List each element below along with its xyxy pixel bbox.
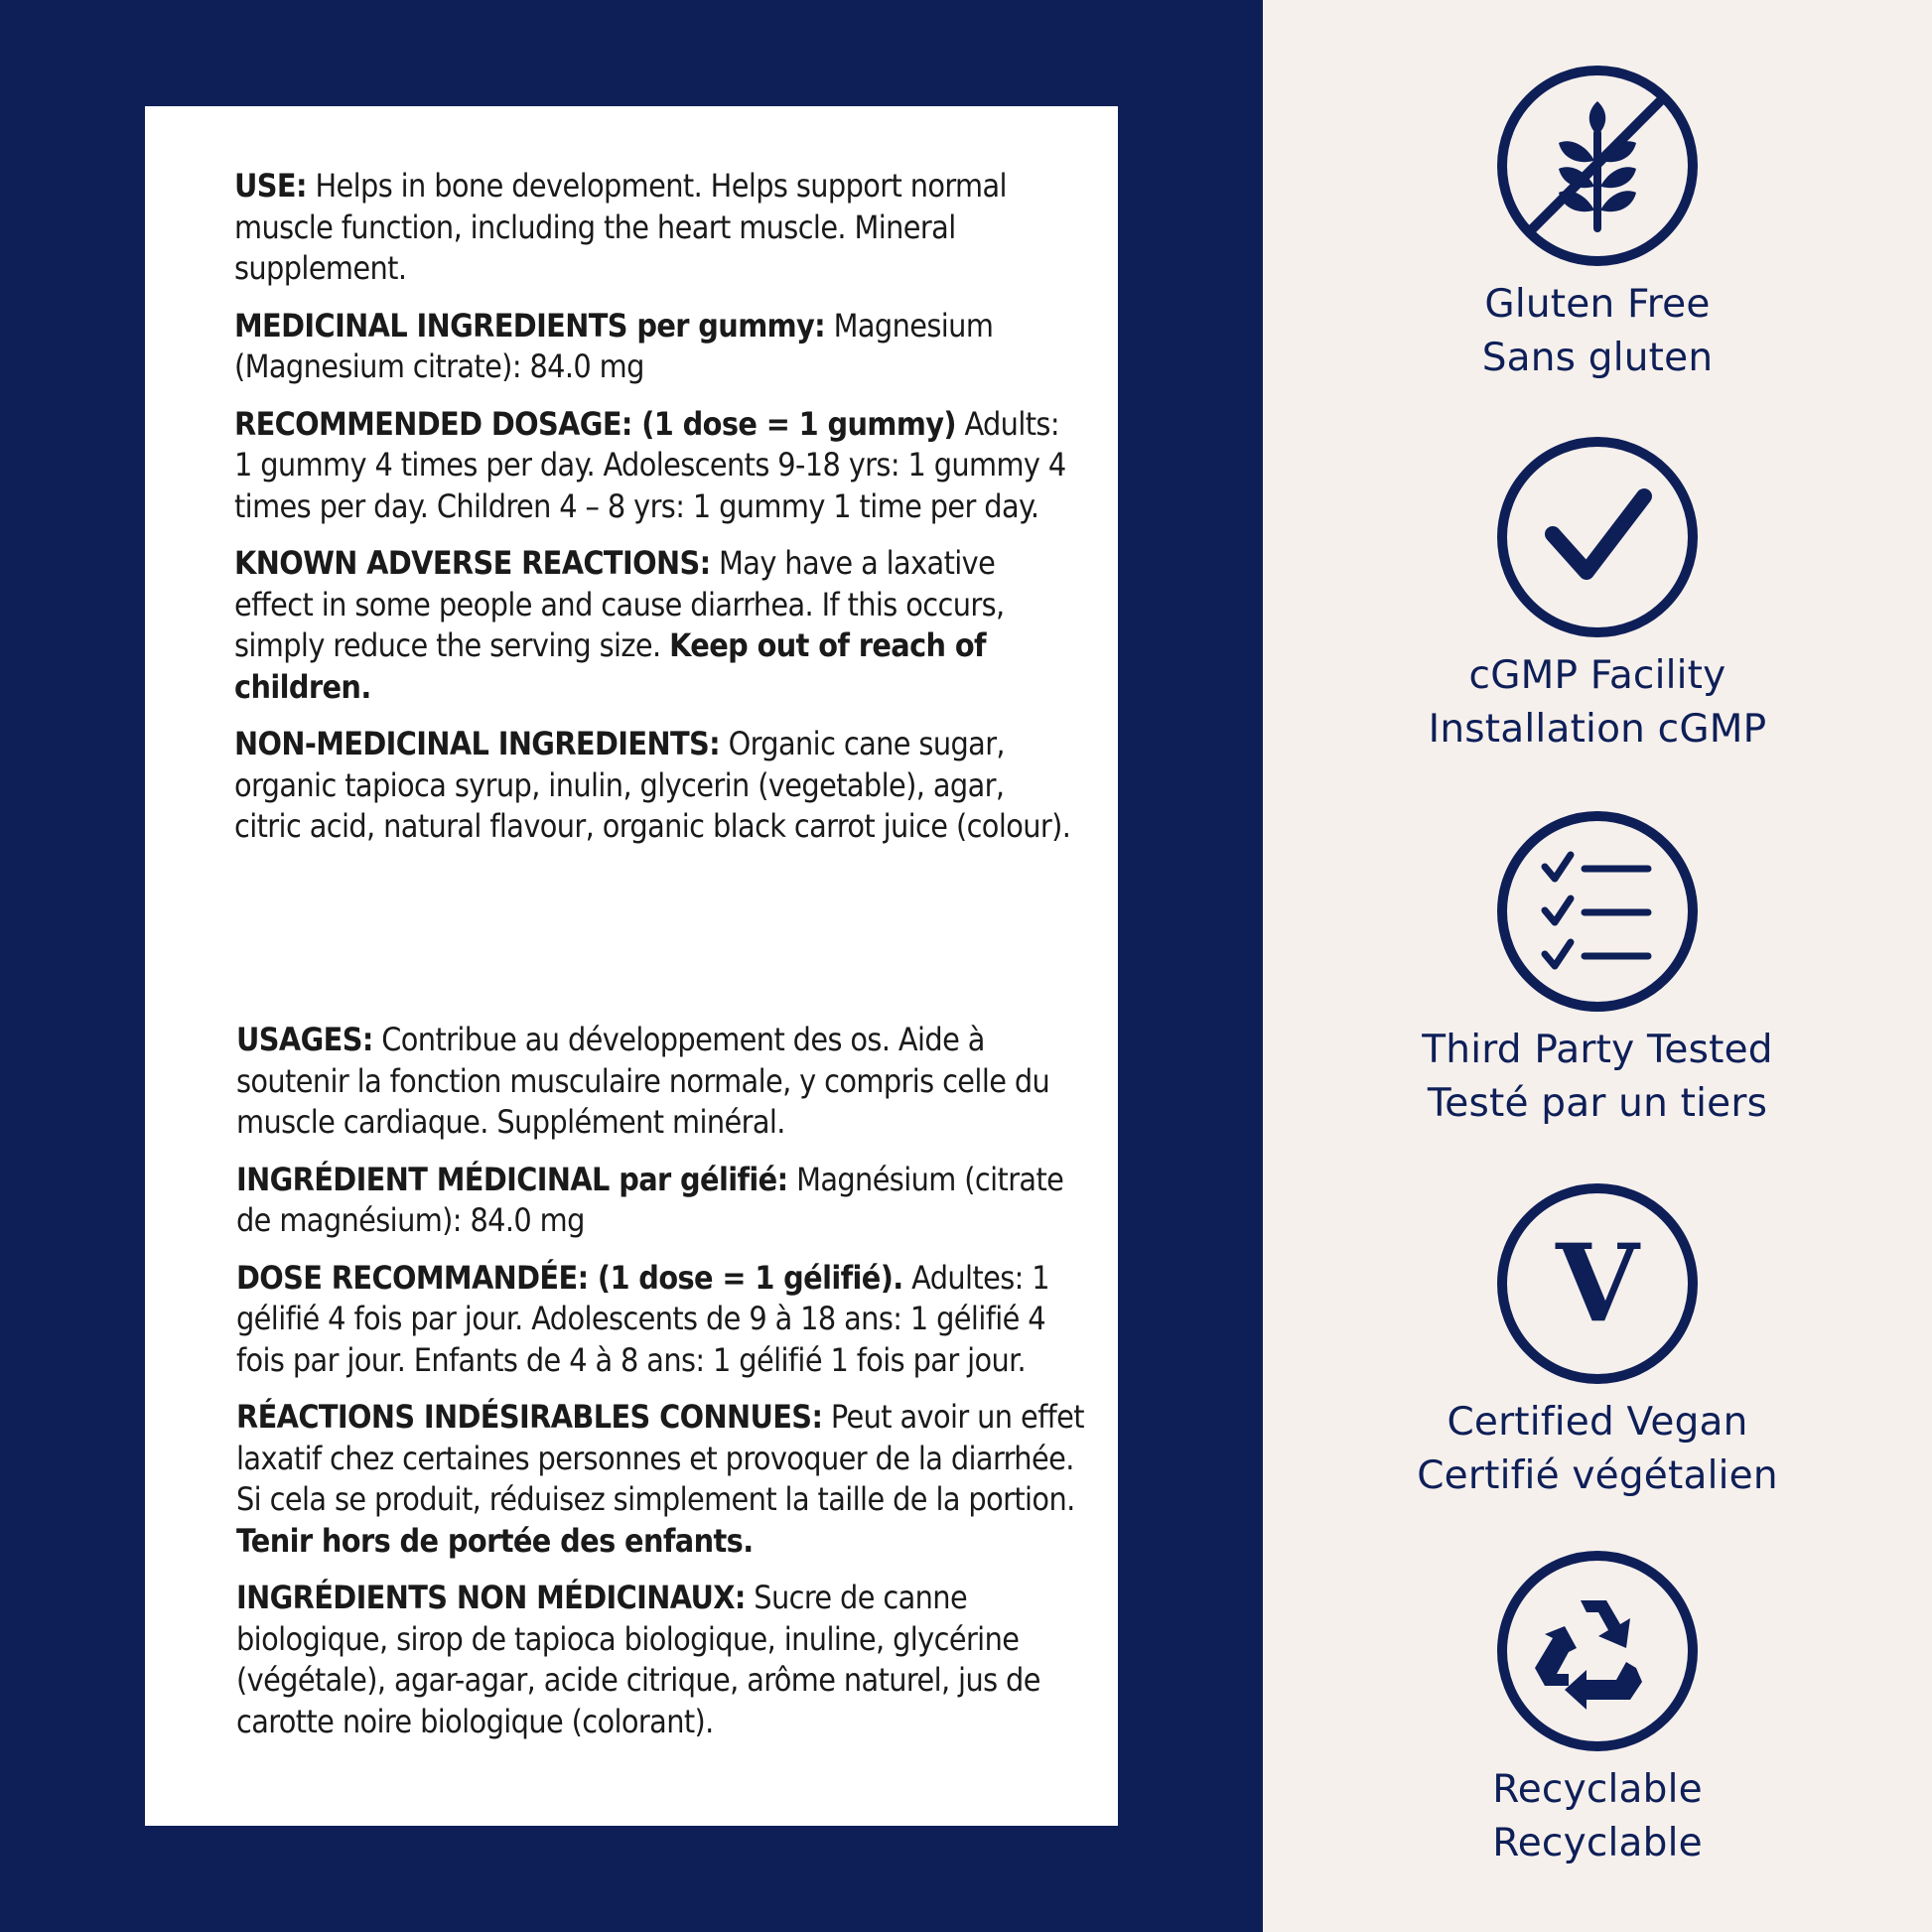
badges-panel	[1263, 0, 1932, 1932]
dosage-paragraph: RECOMMENDED DOSAGE: (1 dose = 1 gummy) Adults: 1 gummy 4 times per day. Adolescents 9-18 yrs: 1 gummy 4 times per day. Children 4 – 8 yrs: 1 gummy 1 time per day.	[234, 404, 1066, 525]
vegan-v-glyph: V	[1556, 1221, 1639, 1346]
recycle-icon	[1495, 1549, 1700, 1753]
badge-third-party-tested	[1263, 809, 1932, 1131]
french-label-text	[236, 1020, 1090, 1758]
gluten-free-icon	[1495, 64, 1700, 268]
badge-recyclable	[1263, 1549, 1932, 1870]
english-label-text	[234, 166, 1078, 864]
ingredient-medicinal-paragraph: INGRÉDIENT MÉDICINAL par gélifié: Magnésium (citrate de magnésium): 84.0 mg	[236, 1160, 1064, 1239]
usages-paragraph: USAGES: Contribue au développement des os. Aide à soutenir la fonction musculaire normale, y compris celle du muscle cardiaque. Supplément minéral.	[236, 1021, 1050, 1141]
avertissement-text: Tenir hors de portée des enfants.	[236, 1521, 754, 1560]
warning-text: Keep out of reach of children.	[234, 626, 986, 706]
ingredients-non-medicinaux-paragraph: INGRÉDIENTS NON MÉDICINAUX: Sucre de canne biologique, sirop de tapioca biologique, inuline, glycérine (végétale), agar-agar, acide citrique, arôme naturel, jus de carotte noire biologique (colorant).	[236, 1579, 1040, 1740]
badge-caption: Third Party Tested Testé par un tiers	[1422, 1028, 1773, 1126]
label-card	[145, 106, 1118, 1826]
badge-cgmp	[1263, 435, 1932, 757]
adverse-reactions-paragraph: KNOWN ADVERSE REACTIONS: May have a laxative effect in some people and cause diarrhea. If this occurs, simply reduce the serving size. Keep out of reach of children.	[234, 544, 1005, 706]
vegan-icon	[1495, 1181, 1700, 1386]
badge-caption: cGMP Facility Installation cGMP	[1428, 653, 1767, 752]
reactions-paragraph: RÉACTIONS INDÉSIRABLES CONNUES: Peut avoir un effet laxatif chez certaines personnes et provoquer de la diarrhée. Si cela se produit, réduisez simplement la taille de la portion. Tenir hors de portée des enfants.	[236, 1398, 1084, 1560]
checklist-icon	[1495, 809, 1700, 1014]
non-medicinal-ingredients-paragraph: NON-MEDICINAL INGREDIENTS: Organic cane sugar, organic tapioca syrup, inulin, glycerin (vegetable), agar, citric acid, natural flavour, organic black carrot juice (colour).	[234, 725, 1071, 845]
badge-caption: Certified Vegan Certifié végétalien	[1417, 1400, 1778, 1498]
badge-certified-vegan	[1263, 1181, 1932, 1503]
badge-caption: Recyclable Recyclable	[1492, 1767, 1703, 1865]
medicinal-ingredients-paragraph: MEDICINAL INGREDIENTS per gummy: Magnesium (Magnesium citrate): 84.0 mg	[234, 306, 994, 385]
checkmark-icon	[1495, 435, 1700, 639]
dose-recommandee-paragraph: DOSE RECOMMANDÉE: (1 dose = 1 gélifié). Adultes: 1 gélifié 4 fois par jour. Adolescents de 9 à 18 ans: 1 gélifié 4 fois par jour. Enfants de 4 à 8 ans: 1 gélifié 1 fois par jour.	[236, 1258, 1049, 1379]
badge-caption: Gluten Free Sans gluten	[1481, 282, 1714, 380]
badge-gluten-free	[1263, 64, 1932, 385]
use-paragraph: USE: Helps in bone development. Helps support normal muscle function, including the heart muscle. Mineral supplement.	[234, 167, 1007, 287]
